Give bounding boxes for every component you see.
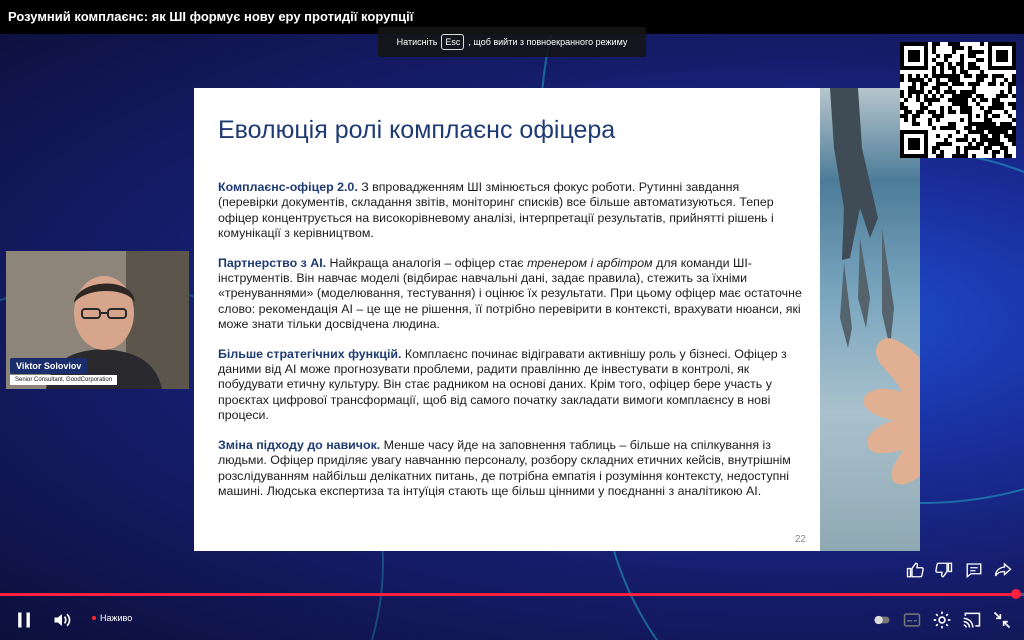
speaker-name: Viktor Soloviov <box>10 358 87 374</box>
live-indicator <box>92 613 132 623</box>
volume-icon[interactable] <box>52 610 72 630</box>
tip-text-after: , щоб вийти з повноекранного режиму <box>468 37 628 47</box>
progress-fill <box>0 593 1014 596</box>
player-controls <box>0 600 1024 640</box>
paragraph-emphasis: тренером і арбітром <box>527 255 653 270</box>
paragraph-lead: Зміна підходу до навичок. <box>218 437 381 452</box>
paragraph-text: Менше часу йде на заповнення таблиць – більше на спілкування із людьми. Офіцер приділяє увагу навчанню персоналу, розбору складних етичних кейсів, внутрішнім розслідуванням найбільш делікатних питань, де потрібна емпатія і розуміння контексту, недоступні машині. Людська експертиза та інтуїція стають ще більш цінними у поєднанні з аналітикою АІ. <box>218 437 791 498</box>
like-icon[interactable] <box>906 561 924 579</box>
share-icon[interactable] <box>994 561 1012 579</box>
exit-fullscreen-icon[interactable] <box>992 610 1012 630</box>
paragraph-1 <box>218 180 802 242</box>
live-dot <box>92 616 96 620</box>
speaker-role: Senior Consultant, GoodCorporation <box>10 375 117 385</box>
paragraph-2 <box>218 256 802 333</box>
live-label: Наживо <box>100 613 133 623</box>
paragraph-text: Комплаєнс починає відігравати активнішу роль у бізнесі. Офіцер з даними від АІ може прогнозувати проблеми, радити правлінню де інвестувати в контролі, як побудувати етичну культуру. Він стає радником на основі даних. Крім того, офіцер бере участь у проєктах цифрової трансформації, щоб від самого початку закладати вимоги комплаєнсу в нові процеси. <box>218 346 787 423</box>
paragraph-lead: Комплаєнс-офіцер 2.0. <box>218 180 358 194</box>
progress-scrubber[interactable] <box>1011 589 1021 599</box>
qr-code <box>900 42 1016 158</box>
cast-icon[interactable] <box>962 610 982 630</box>
paragraph-lead: Партнерство з АІ. <box>218 255 327 270</box>
tip-text-before: Натисніть <box>396 37 438 47</box>
slide-page-number: 22 <box>794 534 806 545</box>
paragraph-text: Найкраща аналогія – офіцер стає <box>326 255 528 270</box>
speaker-webcam <box>6 251 189 389</box>
presentation-slide <box>194 88 820 551</box>
dislike-icon[interactable] <box>935 561 953 579</box>
slide-title: Еволюція ролі комплаєнс офіцера <box>218 116 616 144</box>
qr-code-image <box>900 42 1016 158</box>
progress-bar[interactable] <box>0 593 1024 596</box>
slide-body <box>218 180 802 513</box>
settings-gear-icon[interactable] <box>932 610 952 630</box>
subtitles-icon[interactable] <box>902 610 922 630</box>
paragraph-text: З впровадженням ШІ змінюється фокус роботи. Рутинні завдання (перевірки документів, складання звітів, моніторинг списків) все більше автоматизуються. Тепер офіцер концентрується на високорівневому аналізі, інтерпретації результатів, прийнятті рішень і комунікації з керівництвом. <box>218 180 774 241</box>
pause-icon[interactable] <box>14 610 34 630</box>
paragraph-lead: Більше стратегічних функцій. <box>218 346 402 361</box>
paragraph-3 <box>218 347 802 424</box>
paragraph-4 <box>218 438 802 500</box>
fullscreen-exit-tip <box>378 27 646 57</box>
video-title: Розумний комплаєнс: як ШІ формує нову еру протидії корупції <box>8 9 414 24</box>
esc-key-badge: Esc <box>441 34 464 50</box>
reaction-bar <box>900 555 1018 585</box>
comment-icon[interactable] <box>965 561 983 579</box>
autoplay-toggle-icon[interactable] <box>872 610 892 630</box>
paragraph-text: для команди ШІ-інструментів. Він навчає моделі (відбирає навчальні дані, задає правила), стежить за їхніми «тренуваннями» (моделювання, тестування) і оцінює їх результати. При цьому офіцер має остаточне слово: рекомендація АІ – це ще не рішення, її потрібно перевірити в контексті, врахувати нюанси, які може знати тільки досвідчена людина. <box>218 255 802 332</box>
